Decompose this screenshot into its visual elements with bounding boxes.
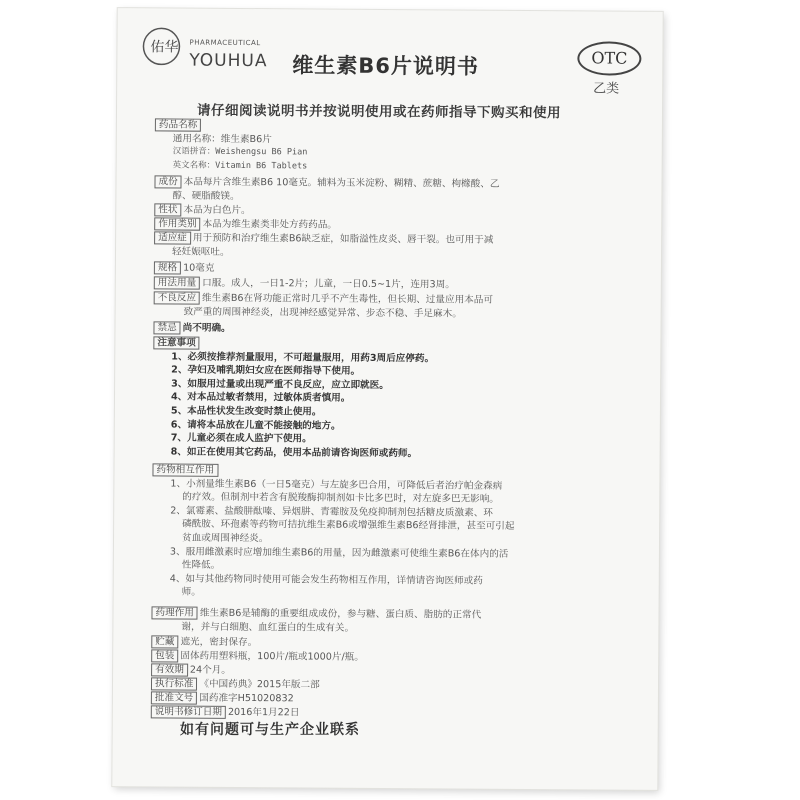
spec-text: 10毫克 [183,262,215,274]
drug-name-label: 药品名称 [155,118,201,131]
drug-name-section [155,118,635,176]
caution-item: 5、本品性状发生改变时禁止使用。 [170,405,322,418]
adverse-label: 不良反应 [154,291,200,304]
caution-item: 1、必须按推荐剂量服用，不可超量服用，用药3周后应停药。 [171,351,435,364]
dosage-text: 口服。成人，一日1-2片；儿童，一日0.5~1片，连用3周。 [202,277,455,291]
company-logo [139,24,183,72]
storage-text: 遮光，密封保存。 [180,636,258,649]
interaction-line: 性降低。 [181,559,221,571]
interaction-line: 1、小剂量维生素B6（一日5毫克）与左旋多巴合用，可降低后者治疗帕金森病 [170,478,503,492]
caution-item: 4、对本品过敏者禁用，过敏体质者慎用。 [170,391,351,405]
instruction-leaflet [112,8,662,790]
revised-label: 说明书修订日期 [151,705,226,719]
cautions-label: 注意事项 [153,336,199,349]
caution-item: 7、儿童必须在成人监护下使用。 [170,432,312,445]
spec-section [154,261,634,278]
caution-item: 3、如服用过量或出现严重不良反应，应立即就医。 [171,378,389,391]
logo-text: 佑华 [150,39,179,56]
caution-item: 2、孕妇及哺乳期妇女应在医师指导下使用。 [171,364,361,377]
indication-label: 适应症 [154,231,191,244]
character-text: 本品为白色片。 [183,204,251,217]
footer-contact: 如有问题可与生产企业联系 [180,722,360,738]
adverse-text: 维生素B6在肾功能正常时几乎不产生毒性，但长期、过量应用本品可 [202,292,494,306]
caution-item: 6、请将本品放在儿童不能接触的地方。 [170,419,341,432]
validity-text: 24个月。 [189,664,231,676]
english-name: 英文名称：Vitamin B6 Tablets [172,160,308,172]
character-label: 性状 [154,203,181,216]
pinyin-name: 汉语拼音：Weishengsu B6 Pian [172,146,308,158]
otc-class: 乙类 [593,81,620,97]
pharmacology-text-2: 谢，并与白细胞、血红蛋白的生成有关。 [181,621,355,634]
dosage-label: 用法用量 [154,276,200,289]
revised-text: 2016年1月22日 [227,706,300,719]
composition-label: 成份 [154,175,181,188]
contra-label: 禁忌 [153,321,180,334]
category-text: 本品为维生素类非处方药药品。 [202,218,337,231]
caution-item: 8、如正在使用其它药品，使用本品前请咨询医师或药师。 [170,446,418,459]
interaction-line: 2、氯霉素、盐酸肼酞嗪、异烟肼、青霉胺及免疫抑制剂包括糖皮质激素、环 [170,505,493,519]
interaction-line: 4、如与其他药物同时使用可能会发生药物相互作用，详情请咨询医师或药 [169,573,483,587]
standard-text: 《中国药典》2015年版二部 [199,678,320,691]
pharmacology-label: 药理作用 [151,606,197,619]
approval-label: 批准文号 [151,691,197,704]
document-title: 维生素B6片说明书 [292,53,480,79]
usage-notice: 请仔细阅读说明书并按说明使用或在药师指导下购买和使用 [196,102,562,122]
pharmacology-section [151,606,631,637]
composition-text: 本品每片含维生素B6 10毫克。辅料为玉米淀粉、糊精、蔗糖、枸橼酸、乙 [183,176,500,190]
contra-text: 尚不明确。 [182,322,231,334]
interaction-line: 师。 [181,586,201,599]
indication-text-2: 轻妊娠呕吐。 [171,246,230,258]
generic-name: 通用名称：维生素B6片 [172,133,272,145]
package-text: 固体药用塑料瓶，100片/瓶或1000片/瓶。 [180,650,364,663]
composition-text-2: 醇、硬脂酸镁。 [172,190,240,202]
approval-text: 国药准字H51020832 [199,692,294,705]
interaction-line: 贫血或周围神经炎。 [181,532,269,545]
indication-section [154,231,634,262]
package-label: 包装 [151,649,178,662]
interaction-line: 的疗效。但制剂中若含有脱羧酶抑制剂如卡比多巴时，对左旋多巴无影响。 [182,491,499,505]
standard-label: 执行标准 [151,677,197,690]
adverse-text-2: 致严重的周围神经炎，出现神经感觉异常、步态不稳、手足麻木。 [183,306,462,320]
storage-label: 贮藏 [151,635,178,648]
spec-label: 规格 [154,261,181,274]
brand-subtitle: PHARMACEUTICAL [189,38,261,48]
composition-section [154,175,634,206]
cautions-section [153,336,634,462]
brand-name: YOUHUA [189,50,268,72]
interactions-section [152,463,633,602]
contra-section [153,321,633,338]
category-label: 作用类别 [154,217,200,230]
validity-label: 有效期 [151,663,188,676]
interactions-label: 药物相互作用 [152,463,218,476]
interaction-line: 磷酰胺、环孢素等药物可拮抗维生素B6或增强维生素B6经肾排泄，甚至可引起 [182,518,515,533]
dosage-section [154,276,634,293]
pharmacology-text: 维生素B6是辅酶的重要组成成份，参与糖、蛋白质、脂肪的正常代 [199,607,482,621]
indication-text: 用于预防和治疗维生素B6缺乏症，如脂溢性皮炎、唇干裂。也可用于减 [192,232,494,246]
interaction-line: 3、服用雌激素时应增加维生素B6的用量，因为雌激素可使维生素B6在体内的活 [169,546,509,560]
otc-badge: OTC [577,41,641,75]
adverse-section [154,291,634,322]
